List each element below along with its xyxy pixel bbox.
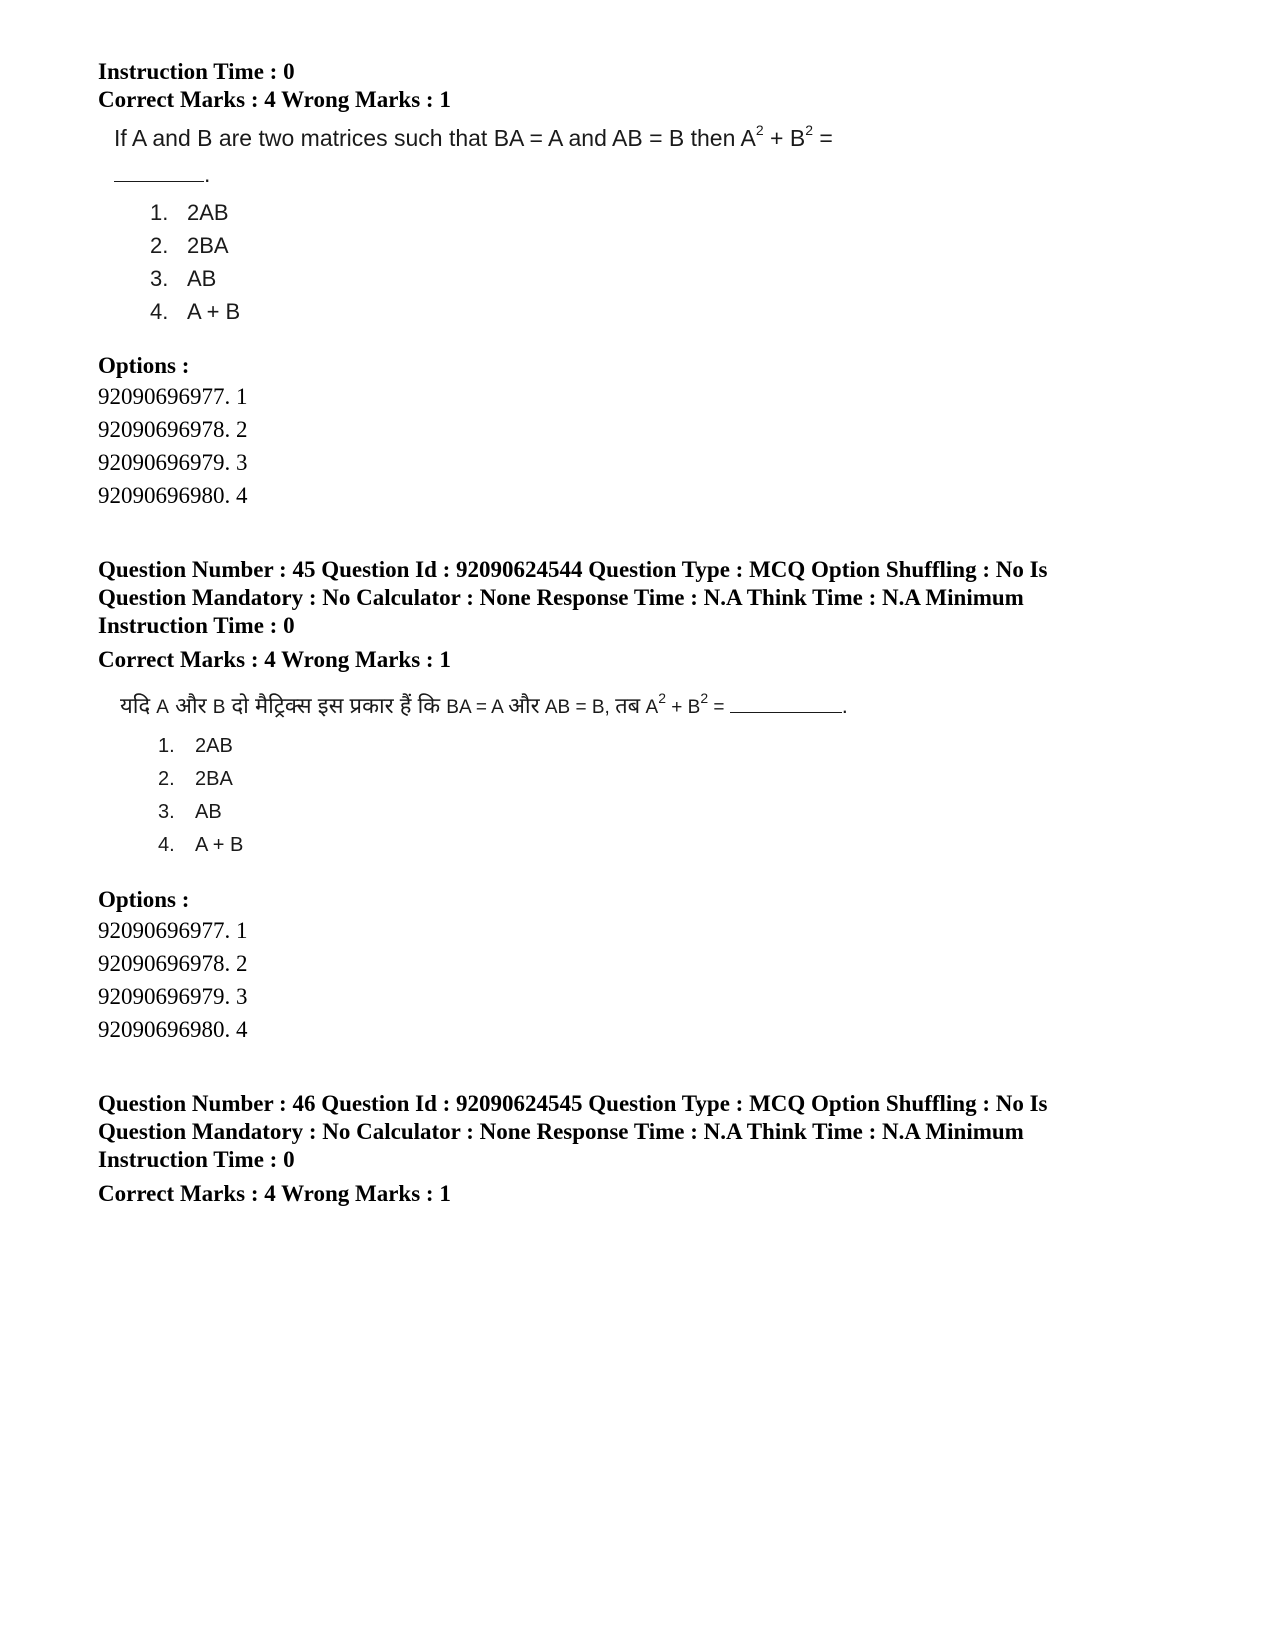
- option-row: 92090696977. 1: [98, 384, 248, 409]
- question-image-hindi: [98, 688, 1188, 862]
- option-row: 92090696977. 1: [98, 918, 248, 943]
- marks-line: Correct Marks : 4 Wrong Marks : 1: [98, 1181, 451, 1206]
- choice-item: 4. A + B: [158, 834, 244, 856]
- option-row: 92090696980. 4: [98, 483, 248, 508]
- choice-item: 1. 2AB: [150, 200, 229, 225]
- instruction-time: Instruction Time : 0: [98, 1147, 295, 1172]
- marks-line: Correct Marks : 4 Wrong Marks : 1: [98, 87, 451, 112]
- question-meta-line: Question Mandatory : No Calculator : None Response Time : N.A Think Time : N.A Minimum: [98, 585, 1024, 610]
- question-meta-line: Question Mandatory : No Calculator : None Response Time : N.A Think Time : N.A Minimum: [98, 1119, 1024, 1144]
- choice-item: 3. AB: [158, 801, 222, 823]
- question-image-english: [98, 120, 1188, 328]
- question-45: [98, 556, 1188, 1046]
- option-row: 92090696979. 3: [98, 984, 248, 1009]
- question-text: यदि A और B दो मैट्रिक्स इस प्रकार हैं कि BA = A और AB = B, तब $A^2 + B^2$ = .: [120, 689, 848, 718]
- answer-blank: [730, 694, 842, 713]
- choice-item: 2. 2BA: [158, 768, 233, 790]
- question-44-tail: [98, 58, 1188, 512]
- question-text: If A and B are two matrices such that BA = A and AB = B then $A^2 + B^2$ = .: [114, 122, 833, 187]
- options-heading: Options :: [98, 353, 190, 378]
- options-heading: Options :: [98, 887, 190, 912]
- choice-item: 3. AB: [150, 266, 217, 291]
- instruction-time: Instruction Time : 0: [98, 59, 295, 84]
- choice-item: 4. A + B: [150, 299, 241, 324]
- option-row: 92090696978. 2: [98, 417, 248, 442]
- marks-line: Correct Marks : 4 Wrong Marks : 1: [98, 647, 451, 672]
- option-row: 92090696980. 4: [98, 1017, 248, 1042]
- choice-list: [98, 196, 1188, 328]
- instruction-time: Instruction Time : 0: [98, 613, 295, 638]
- answer-blank: [114, 161, 204, 182]
- document-page: [98, 58, 1188, 1208]
- option-row: 92090696979. 3: [98, 450, 248, 475]
- question-46: [98, 1090, 1188, 1208]
- question-meta-line: Question Number : 46 Question Id : 92090624545 Question Type : MCQ Option Shuffling : No Is: [98, 1091, 1048, 1116]
- choice-item: 2. 2BA: [150, 233, 229, 258]
- question-meta-line: Question Number : 45 Question Id : 92090624544 Question Type : MCQ Option Shuffling : No Is: [98, 557, 1048, 582]
- option-row: 92090696978. 2: [98, 951, 248, 976]
- choice-item: 1. 2AB: [158, 735, 233, 757]
- choice-list: [98, 730, 1188, 862]
